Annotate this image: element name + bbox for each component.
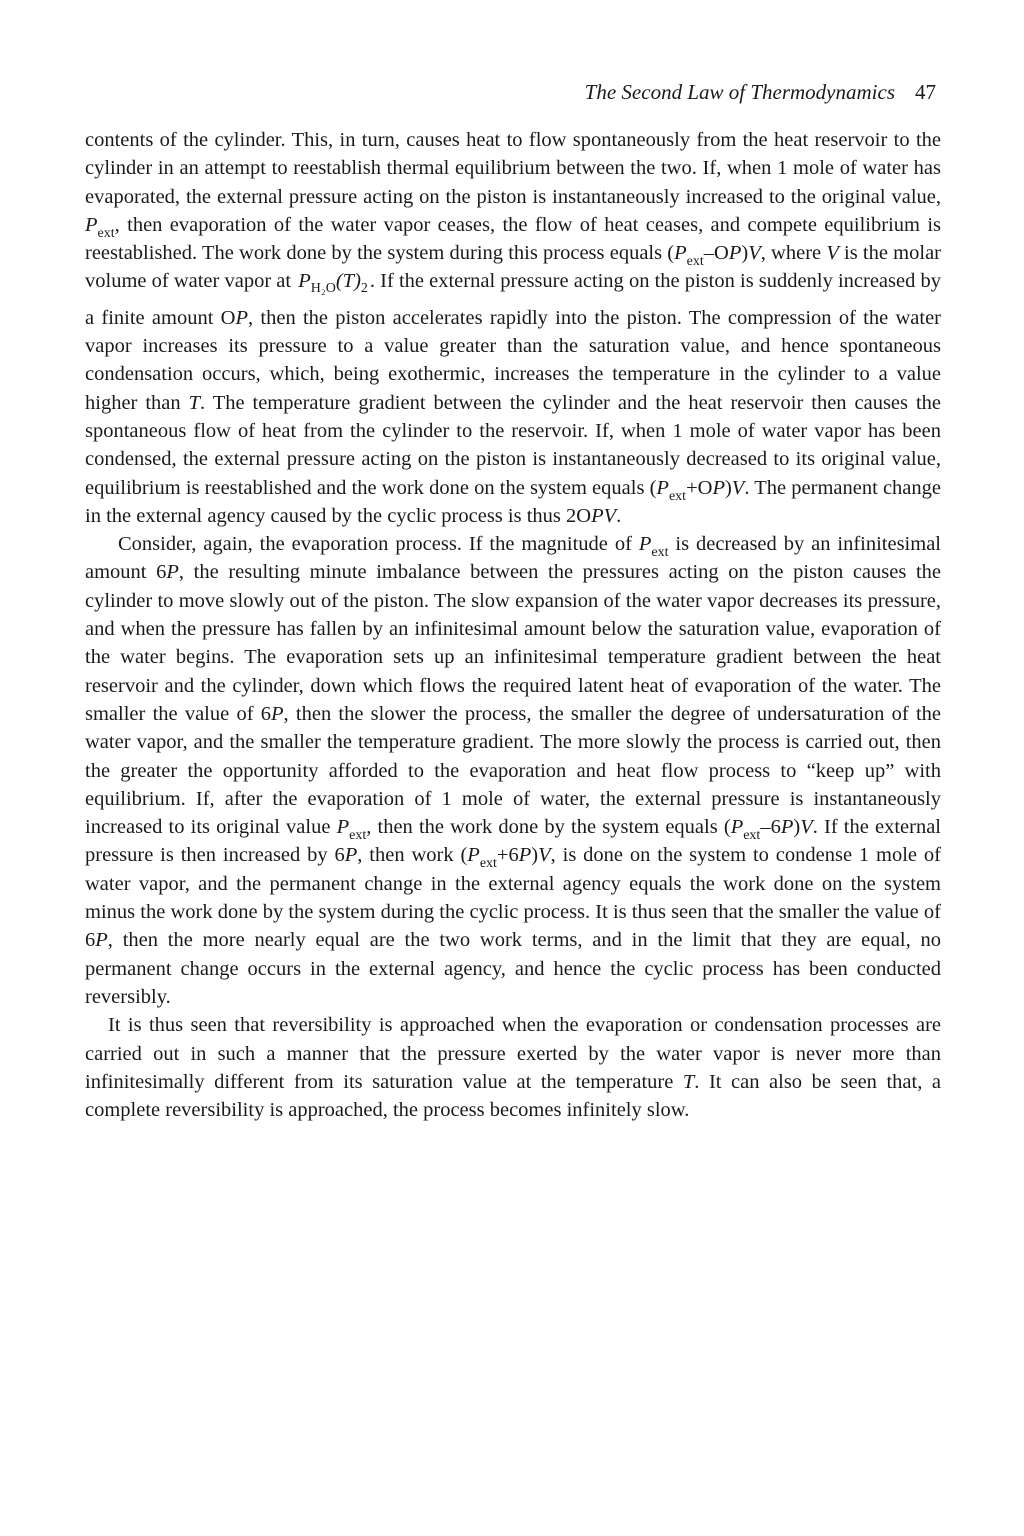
symbol-p: P — [467, 844, 480, 867]
paragraph-2 — [85, 530, 941, 1011]
symbol-p: P — [728, 242, 742, 265]
symbol-p: P — [638, 533, 652, 556]
symbol-v: V — [731, 476, 745, 499]
symbol-t: T — [188, 391, 200, 414]
text-run: –O — [703, 242, 729, 265]
symbol-v: V — [538, 844, 551, 867]
symbol-pv: PV — [591, 504, 617, 527]
symbol-v: V — [800, 816, 813, 839]
eq-subscript: H₂O — [310, 281, 336, 297]
subscript-ext: ext — [668, 488, 687, 504]
symbol-p: P — [336, 816, 350, 839]
symbol-p: P — [166, 561, 179, 584]
paragraph-1 — [85, 126, 941, 530]
subscript-ext: ext — [686, 254, 704, 270]
subscript-ext: ext — [97, 225, 115, 241]
subscript-ext: ext — [349, 828, 367, 844]
symbol-v: V — [826, 242, 839, 265]
body-text — [85, 126, 941, 1124]
symbol-v: V — [748, 242, 761, 265]
text-run: is the molar volume of water vapor at — [85, 242, 941, 293]
symbol-p: P — [674, 242, 687, 265]
subscript-ext: ext — [743, 828, 761, 844]
running-header — [585, 80, 936, 105]
text-run: . The permanent change in the external agency caused by the cyclic process is thus 2O — [85, 476, 941, 527]
text-run: +6 — [496, 844, 519, 867]
text-run: ) — [531, 844, 539, 867]
text-run: , then evaporation of the water vapor ceases, the flow of heat ceases, and compete equilibrium is reestablished. The work done by the system during this process equals ( — [85, 213, 941, 265]
text-run: , then the piston accelerates rapidly into the piston. The compression of the water vapor increases its pressure to a value greater than the saturation value, and hence spontaneous condensation occurs, which, being exothermic, increases the temperature in the cylinder to a value higher than — [85, 306, 942, 414]
text-run: . The temperature gradient between the cylinder and the heat reservoir then causes the spontaneous flow of heat from the cylinder to the reservoir. If, when 1 mole of water vapor has been condensed, the external pressure acting on the piston is instantaneously decreased to its original value, equilibrium is reestablished and the work done on the system equals ( — [85, 391, 941, 499]
eq-symbol: P — [298, 270, 311, 293]
paragraph-3 — [85, 1011, 941, 1124]
text-run: . If the external pressure is then increased by 6 — [85, 816, 941, 867]
text-run: ) — [793, 816, 801, 839]
symbol-p: P — [712, 476, 725, 499]
symbol-p: P — [235, 306, 248, 329]
eq-index: 2 — [360, 281, 368, 297]
text-run: , then work ( — [357, 844, 468, 867]
text-run: is decreased by an infinitesimal amount 6 — [85, 533, 941, 584]
chapter-title: The Second Law of Thermodynamics — [584, 80, 895, 104]
symbol-p: P — [518, 844, 532, 867]
text-run: Consider, again, the evaporation process. If the magnitude of — [118, 533, 639, 556]
symbol-p: P — [656, 476, 669, 499]
text-run: –6 — [760, 816, 781, 839]
text-run: It is thus seen that reversibility is approached when the evaporation or condensation processes are carried out in such a manner that the pressure exerted by the water vapor is never more than infinitesimally different from its saturation value at the temperature — [85, 1014, 941, 1093]
text-run: ) — [741, 242, 749, 265]
text-run: ) — [724, 476, 732, 499]
symbol-p: P — [780, 816, 794, 839]
text-run: , then the work done by the system equals ( — [366, 816, 731, 839]
subscript-ext: ext — [479, 856, 497, 872]
symbol-p: P — [271, 702, 284, 725]
text-run: . — [616, 504, 622, 527]
text-run: , the resulting minute imbalance between the pressures acting on the piston causes the cylinder to move slowly out of the piston. The slow expansion of the water vapor decreases its pressure, and when the pressure has fallen by an infinitesimal amount below the saturation value, evaporation of the water begins. The evaporation sets up an infinitesimal temperature gradient between the heat reservoir and the cylinder, down which flows the required latent heat of evaporation of the water. The smaller the value of 6 — [85, 561, 941, 725]
symbol-p: P — [344, 844, 358, 867]
eq-argument: (T) — [335, 270, 361, 293]
text-run: , is done on the system to condense 1 mole of water vapor, and the permanent change in the external agency equals the work done on the system minus the work done by the system during the cyclic process. It is thus seen that the smaller the value of 6 — [85, 844, 941, 952]
equation-image — [296, 267, 370, 303]
page-number: 47 — [915, 80, 936, 104]
text-run: , where — [760, 242, 827, 265]
symbol-p: P — [730, 816, 744, 839]
text-run: . It can also be seen that, a complete reversibility is approached, the process becomes infinitely slow. — [85, 1070, 941, 1122]
symbol-p: P — [85, 213, 98, 236]
symbol-p: P — [95, 929, 108, 952]
text-run: contents of the cylinder. This, in turn, causes heat to flow spontaneously from the heat reservoir to the cylinder in an attempt to reestablish thermal equilibrium between the two. If, when 1 mole of water has evaporated, the external pressure acting on the piston is instantaneously increased to the original value, — [85, 129, 941, 208]
subscript-ext: ext — [651, 545, 669, 561]
text-run: , then the slower the process, the smaller the degree of undersaturation of the water vapor, and the smaller the temperature gradient. The more slowly the process is carried out, then the greater the opportunity afforded to the evaporation and heat flow process to “keep up” with equilibrium. If, after the evaporation of 1 mole of water, the external pressure is instantaneously increased to its original value — [85, 702, 942, 839]
text-run: , then the more nearly equal are the two work terms, and in the limit that they are equal, no permanent change occurs in the external agency, and hence the cyclic process has been conducted reversibly. — [85, 929, 941, 1008]
symbol-t: T — [682, 1070, 695, 1093]
text-run: . If the external pressure acting on the piston is suddenly increased by a finite amount O — [85, 270, 941, 329]
text-run: +O — [686, 476, 713, 499]
